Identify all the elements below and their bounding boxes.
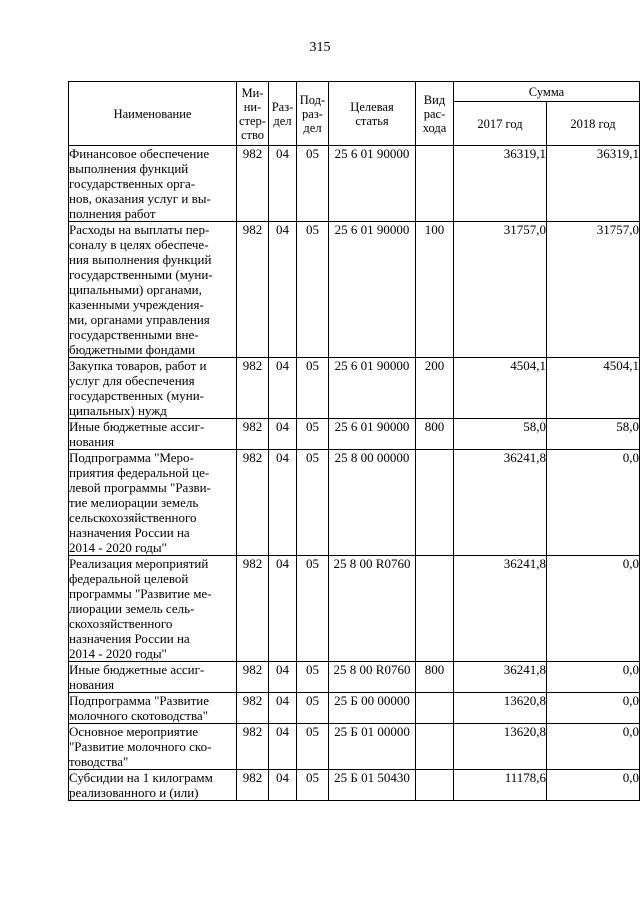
row-name: Субсидии на 1 килограмм реализованного и (или) (69, 770, 237, 801)
header-year-2018: 2018 год (547, 102, 640, 146)
row-target: 25 Б 01 50430 (329, 770, 416, 801)
row-name: Финансовое обеспечение выполнения функций государственных орга- нов, оказания услуг и вы- полнения работ (69, 146, 237, 222)
row-sum-2017: 13620,8 (454, 693, 547, 724)
row-sum-2017: 58,0 (454, 419, 547, 450)
row-expense-type (416, 146, 454, 222)
row-sum-2018: 36319,1 (547, 146, 640, 222)
row-subsection: 05 (297, 222, 329, 358)
row-ministry: 982 (237, 222, 269, 358)
row-ministry: 982 (237, 556, 269, 662)
row-sum-2018: 0,0 (547, 450, 640, 556)
table-row (69, 358, 640, 419)
row-subsection: 05 (297, 358, 329, 419)
row-sum-2017: 31757,0 (454, 222, 547, 358)
row-expense-type (416, 693, 454, 724)
row-subsection: 05 (297, 419, 329, 450)
row-sum-2017: 36319,1 (454, 146, 547, 222)
row-sum-2018: 0,0 (547, 770, 640, 801)
header-name: Наименование (69, 82, 237, 146)
row-sum-2017: 11178,6 (454, 770, 547, 801)
row-target: 25 8 00 00000 (329, 450, 416, 556)
row-sum-2017: 13620,8 (454, 724, 547, 770)
row-section: 04 (269, 146, 297, 222)
row-expense-type: 800 (416, 662, 454, 693)
row-ministry: 982 (237, 693, 269, 724)
row-section: 04 (269, 724, 297, 770)
row-sum-2018: 0,0 (547, 724, 640, 770)
row-expense-type (416, 450, 454, 556)
row-section: 04 (269, 662, 297, 693)
row-expense-type: 100 (416, 222, 454, 358)
row-expense-type (416, 770, 454, 801)
row-sum-2018: 31757,0 (547, 222, 640, 358)
row-subsection: 05 (297, 693, 329, 724)
row-name: Закупка товаров, работ и услуг для обеспечения государственных (муни- ципальных) нужд (69, 358, 237, 419)
table-row (69, 222, 640, 358)
header-target: Целевая статья (329, 82, 416, 146)
row-sum-2017: 36241,8 (454, 450, 547, 556)
row-name: Подпрограмма "Развитие молочного скотоводства" (69, 693, 237, 724)
row-name: Иные бюджетные ассиг- нования (69, 662, 237, 693)
row-section: 04 (269, 419, 297, 450)
header-ministry: Ми- ни- стер- ство (237, 82, 269, 146)
row-subsection: 05 (297, 724, 329, 770)
row-target: 25 6 01 90000 (329, 146, 416, 222)
row-sum-2018: 0,0 (547, 662, 640, 693)
row-subsection: 05 (297, 770, 329, 801)
header-subsection: Под- раз- дел (297, 82, 329, 146)
header-expense-type: Вид рас- хода (416, 82, 454, 146)
row-sum-2017: 36241,8 (454, 662, 547, 693)
table-row (69, 724, 640, 770)
row-target: 25 6 01 90000 (329, 419, 416, 450)
row-expense-type: 200 (416, 358, 454, 419)
row-expense-type: 800 (416, 419, 454, 450)
row-target: 25 8 00 R0760 (329, 662, 416, 693)
row-name: Основное мероприятие "Развитие молочного ско- товодства" (69, 724, 237, 770)
header-sum: Сумма (454, 82, 640, 102)
row-name: Расходы на выплаты пер- соналу в целях обеспече- ния выполнения функций государственными (муни- ципальными) органами, казенными учреждения- ми, органами управления государственными вне- бюджетными фондами (69, 222, 237, 358)
table-row (69, 450, 640, 556)
row-sum-2018: 4504,1 (547, 358, 640, 419)
row-section: 04 (269, 222, 297, 358)
header-year-2017: 2017 год (454, 102, 547, 146)
row-ministry: 982 (237, 146, 269, 222)
budget-table (68, 81, 640, 801)
row-section: 04 (269, 556, 297, 662)
row-target: 25 6 01 90000 (329, 358, 416, 419)
row-sum-2017: 4504,1 (454, 358, 547, 419)
row-section: 04 (269, 450, 297, 556)
row-ministry: 982 (237, 419, 269, 450)
row-ministry: 982 (237, 358, 269, 419)
row-expense-type (416, 724, 454, 770)
row-target: 25 6 01 90000 (329, 222, 416, 358)
table-row (69, 662, 640, 693)
table-row (69, 770, 640, 801)
row-ministry: 982 (237, 662, 269, 693)
row-subsection: 05 (297, 662, 329, 693)
row-name: Иные бюджетные ассиг- нования (69, 419, 237, 450)
row-subsection: 05 (297, 450, 329, 556)
row-subsection: 05 (297, 146, 329, 222)
row-expense-type (416, 556, 454, 662)
row-target: 25 Б 00 00000 (329, 693, 416, 724)
page-number: 315 (309, 40, 331, 55)
row-sum-2017: 36241,8 (454, 556, 547, 662)
row-name: Реализация мероприятий федеральной целевой программы "Развитие ме- лиорации земель сель- скохозяйственного назначения России на 2014 - 2020 годы" (69, 556, 237, 662)
table-row (69, 419, 640, 450)
row-target: 25 8 00 R0760 (329, 556, 416, 662)
row-sum-2018: 0,0 (547, 693, 640, 724)
row-subsection: 05 (297, 556, 329, 662)
row-section: 04 (269, 693, 297, 724)
table-row (69, 693, 640, 724)
row-target: 25 Б 01 00000 (329, 724, 416, 770)
table-row (69, 146, 640, 222)
row-name: Подпрограмма "Меро- приятия федеральной це- левой программы "Разви- тие мелиорации земель сельскохозяйственного назначения России на 2014 - 2020 годы" (69, 450, 237, 556)
table-row (69, 556, 640, 662)
header-section: Раз- дел (269, 82, 297, 146)
row-sum-2018: 58,0 (547, 419, 640, 450)
table-body (69, 146, 640, 801)
row-section: 04 (269, 358, 297, 419)
row-sum-2018: 0,0 (547, 556, 640, 662)
row-ministry: 982 (237, 770, 269, 801)
row-ministry: 982 (237, 724, 269, 770)
row-ministry: 982 (237, 450, 269, 556)
row-section: 04 (269, 770, 297, 801)
